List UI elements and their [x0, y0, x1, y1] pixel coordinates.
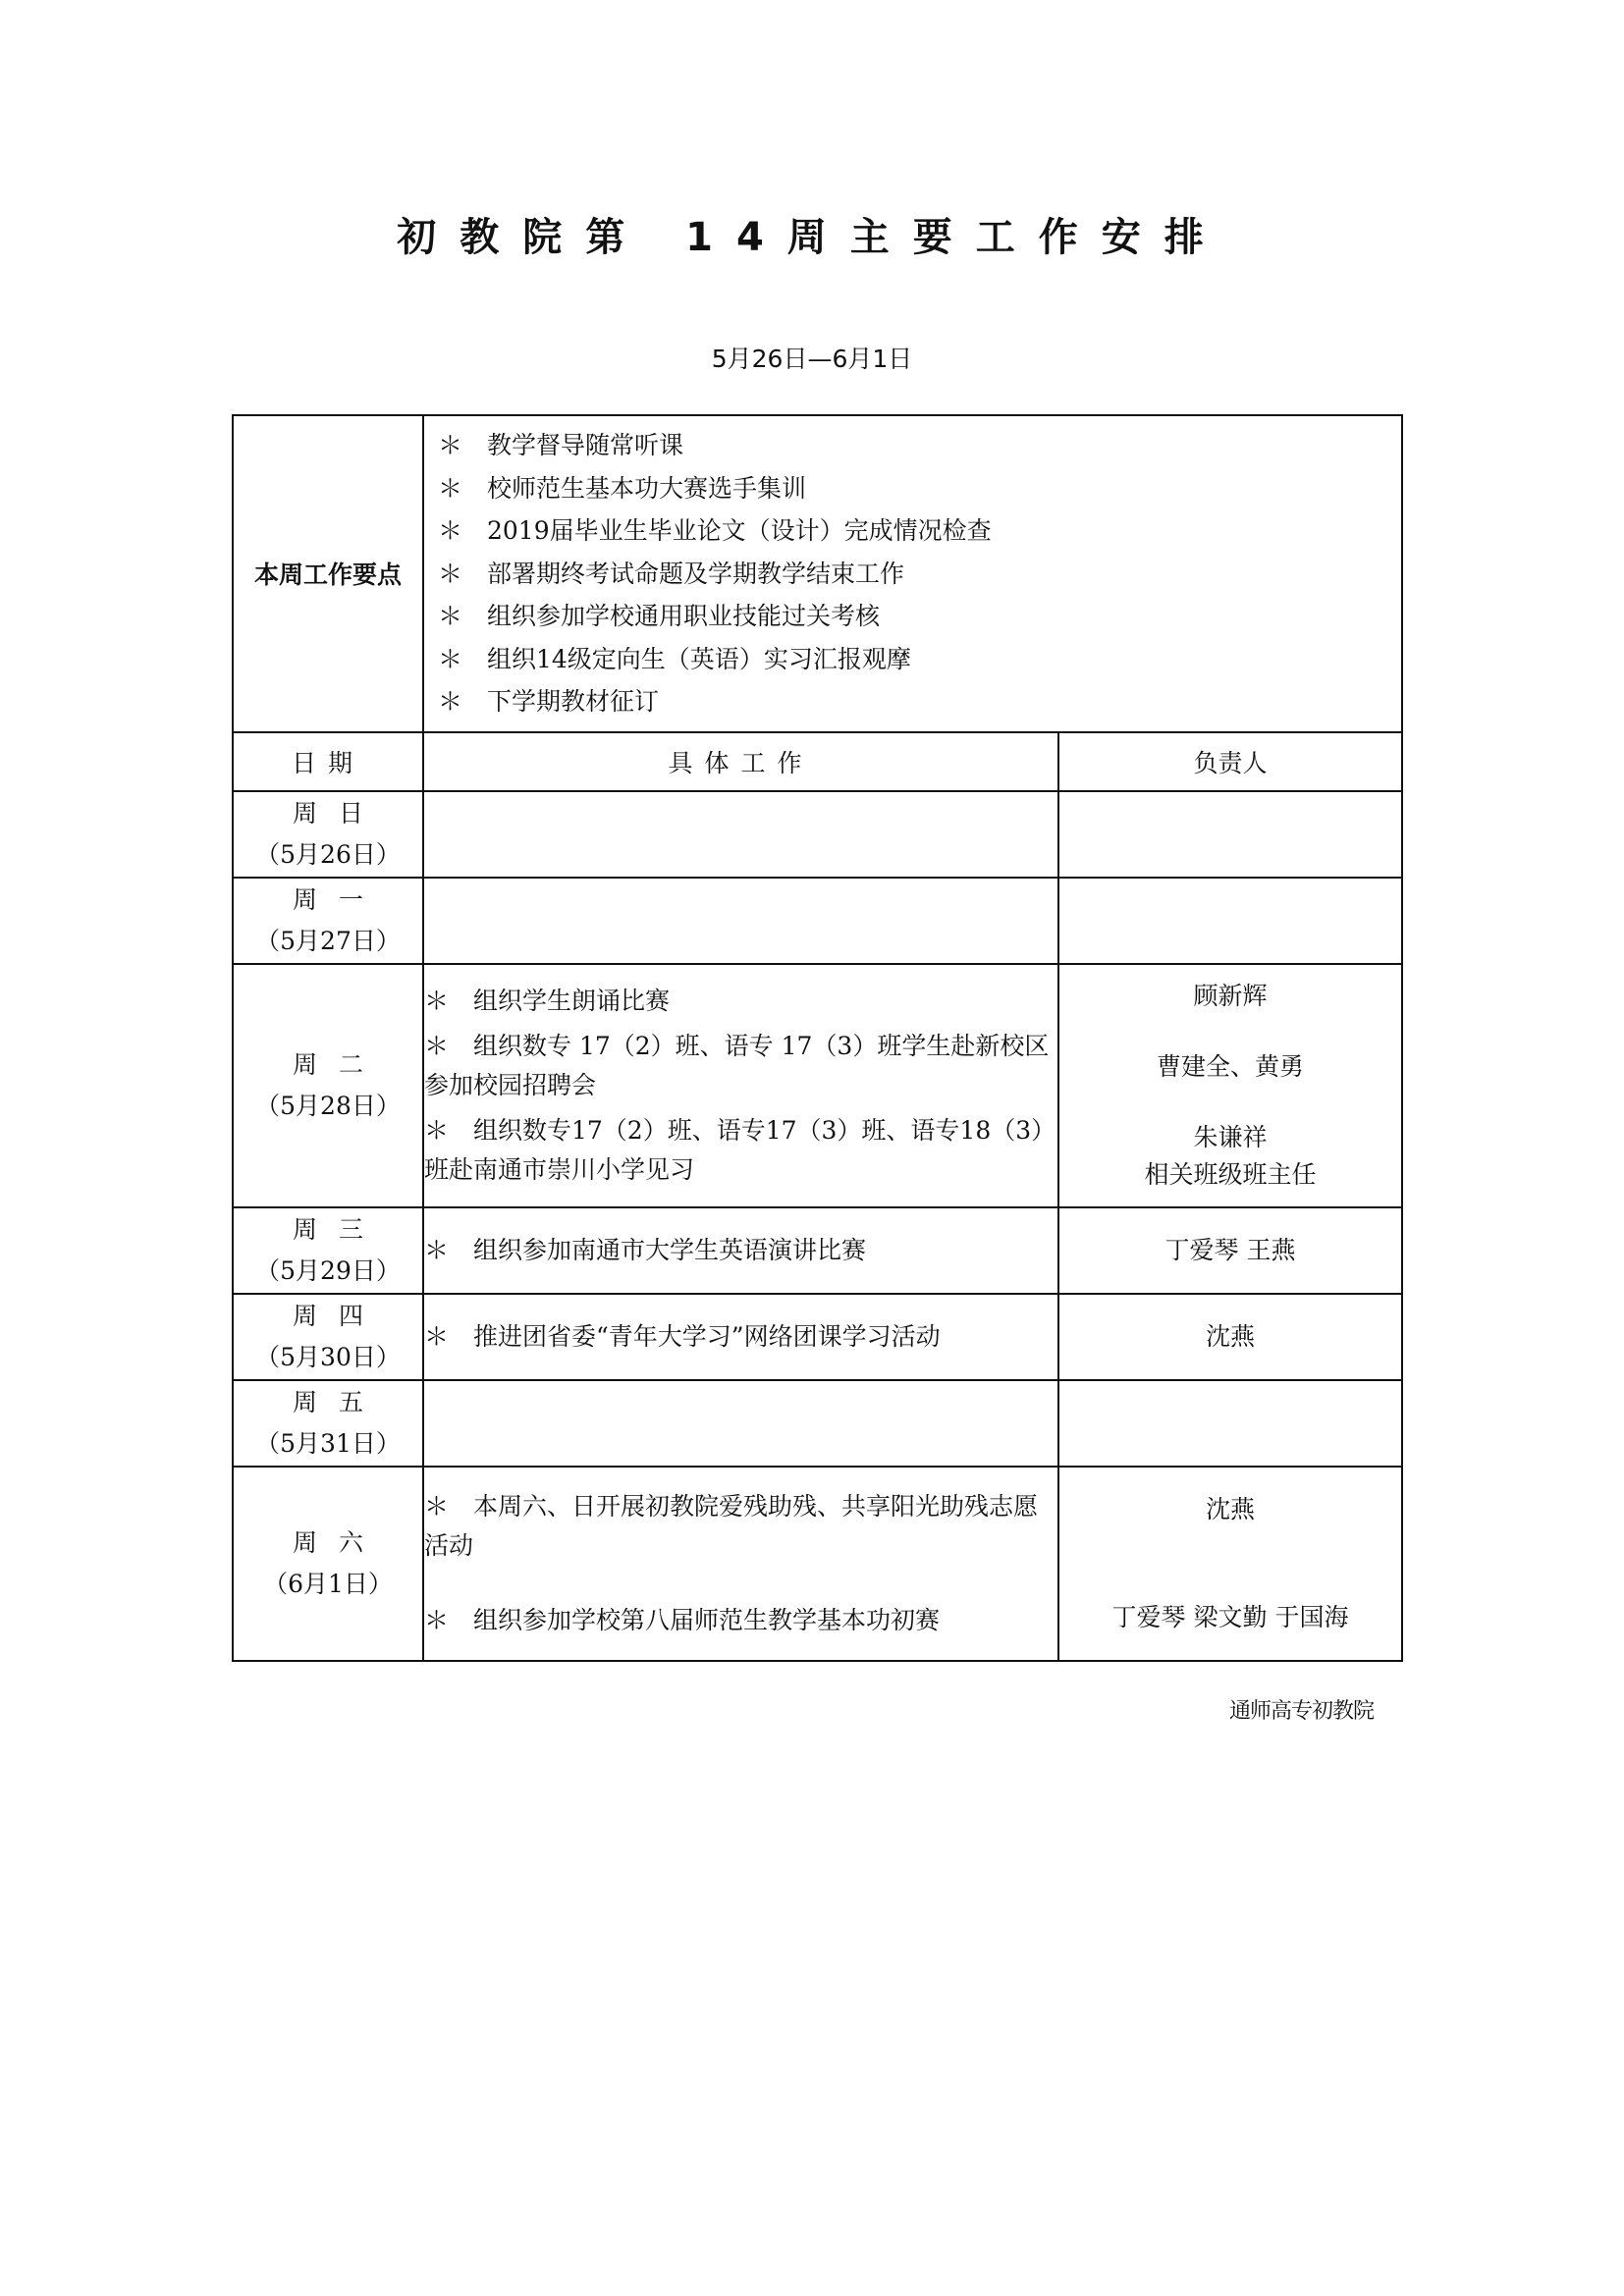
day-date: （5月28日）: [255, 1091, 401, 1120]
date-range: 5月26日—6月1日: [711, 345, 913, 373]
key-points-cell: [423, 415, 1402, 732]
work-cell: [423, 1207, 1058, 1294]
day-cell: [233, 1294, 423, 1380]
schedule-row: [233, 1294, 1402, 1380]
owner-name: 沈燕: [1205, 1321, 1255, 1351]
owner-name: 丁爱琴 梁文勤 于国海: [1111, 1602, 1349, 1631]
schedule-row: [233, 1380, 1402, 1467]
work-item: ＊ 组织参加南通市大学生英语演讲比赛: [424, 1235, 867, 1264]
day-date: （6月1日）: [263, 1569, 393, 1598]
key-points-label: 本周工作要点: [233, 415, 423, 732]
day-name: 周三: [292, 1214, 385, 1244]
owner-name: 朱谦祥 相关班级班主任: [1144, 1122, 1317, 1189]
work-item: ＊ 本周六、日开展初教院爱残助残、共享阳光助残志愿活动: [424, 1491, 1039, 1560]
owner-cell: [1058, 878, 1402, 964]
day-cell: [233, 878, 423, 964]
day-cell: [233, 791, 423, 878]
work-cell: [423, 1467, 1058, 1661]
key-points-list: [424, 416, 1401, 731]
schedule-row: [233, 1467, 1402, 1661]
work-item: ＊ 组织数专17（2）班、语专17（3）班、语专18（3）班赴南通市崇川小学见习: [424, 1115, 1056, 1184]
day-name: 周一: [292, 884, 385, 914]
work-item: ＊ 组织学生朗诵比赛: [424, 986, 671, 1015]
schedule-row: [233, 791, 1402, 878]
key-point-item: ＊ 下学期教材征订: [438, 687, 660, 716]
day-date: （5月27日）: [255, 926, 401, 955]
work-cell: [423, 1380, 1058, 1467]
key-point-item: ＊ 组织参加学校通用职业技能过关考核: [438, 602, 881, 630]
work-cell: [423, 878, 1058, 964]
day-name: 周二: [292, 1049, 385, 1079]
work-item: ＊ 组织数专 17（2）班、语专 17（3）班学生赴新校区参加校园招聘会: [424, 1031, 1050, 1099]
owner-cell: [1058, 1380, 1402, 1467]
work-item: ＊ 组织参加学校第八届师范生教学基本功初赛: [424, 1605, 941, 1634]
header-date: 日期: [233, 732, 423, 791]
schedule-table: [232, 414, 1403, 1662]
key-points-row: [233, 415, 1402, 732]
schedule-row: [233, 1207, 1402, 1294]
header-row: [233, 732, 1402, 791]
day-name: 周六: [292, 1527, 385, 1557]
owner-name: 丁爱琴 王燕: [1164, 1235, 1296, 1264]
owner-cell: [1058, 791, 1402, 878]
header-owner: 负责人: [1058, 732, 1402, 791]
work-item: ＊ 推进团省委“青年大学习”网络团课学习活动: [424, 1321, 941, 1351]
key-point-item: ＊ 组织14级定向生（英语）实习汇报观摩: [438, 644, 911, 673]
schedule-row: [233, 878, 1402, 964]
day-cell: [233, 1207, 423, 1294]
day-cell: [233, 964, 423, 1207]
key-point-item: ＊ 教学督导随常听课: [438, 431, 684, 459]
work-cell: [423, 964, 1058, 1207]
owner-cell: [1058, 1207, 1402, 1294]
day-name: 周四: [292, 1301, 385, 1330]
footer-seal: 通师高专初教院: [1229, 1699, 1375, 1724]
schedule-row: [233, 964, 1402, 1207]
owner-name: 顾新辉: [1193, 981, 1268, 1010]
owner-name: 曹建全、黄勇: [1156, 1051, 1304, 1081]
owner-cell: [1058, 1467, 1402, 1661]
day-name: 周五: [292, 1387, 385, 1416]
key-point-item: ＊ 部署期终考试命题及学期教学结束工作: [438, 559, 905, 588]
owner-cell: [1058, 964, 1402, 1207]
key-point-item: ＊ 2019届毕业生毕业论文（设计）完成情况检查: [438, 516, 992, 545]
day-date: （5月29日）: [255, 1255, 401, 1285]
day-cell: [233, 1380, 423, 1467]
day-date: （5月30日）: [255, 1342, 401, 1371]
owner-cell: [1058, 1294, 1402, 1380]
work-cell: [423, 1294, 1058, 1380]
day-date: （5月26日）: [255, 839, 401, 869]
page-title: 初教院第 14周主要工作安排: [397, 215, 1227, 260]
key-point-item: ＊ 校师范生基本功大赛选手集训: [438, 473, 807, 503]
header-work: 具体工作: [423, 732, 1058, 791]
day-date: （5月31日）: [255, 1428, 401, 1458]
work-cell: [423, 791, 1058, 878]
owner-name: 沈燕: [1205, 1494, 1255, 1523]
day-cell: [233, 1467, 423, 1661]
day-name: 周日: [292, 798, 385, 828]
